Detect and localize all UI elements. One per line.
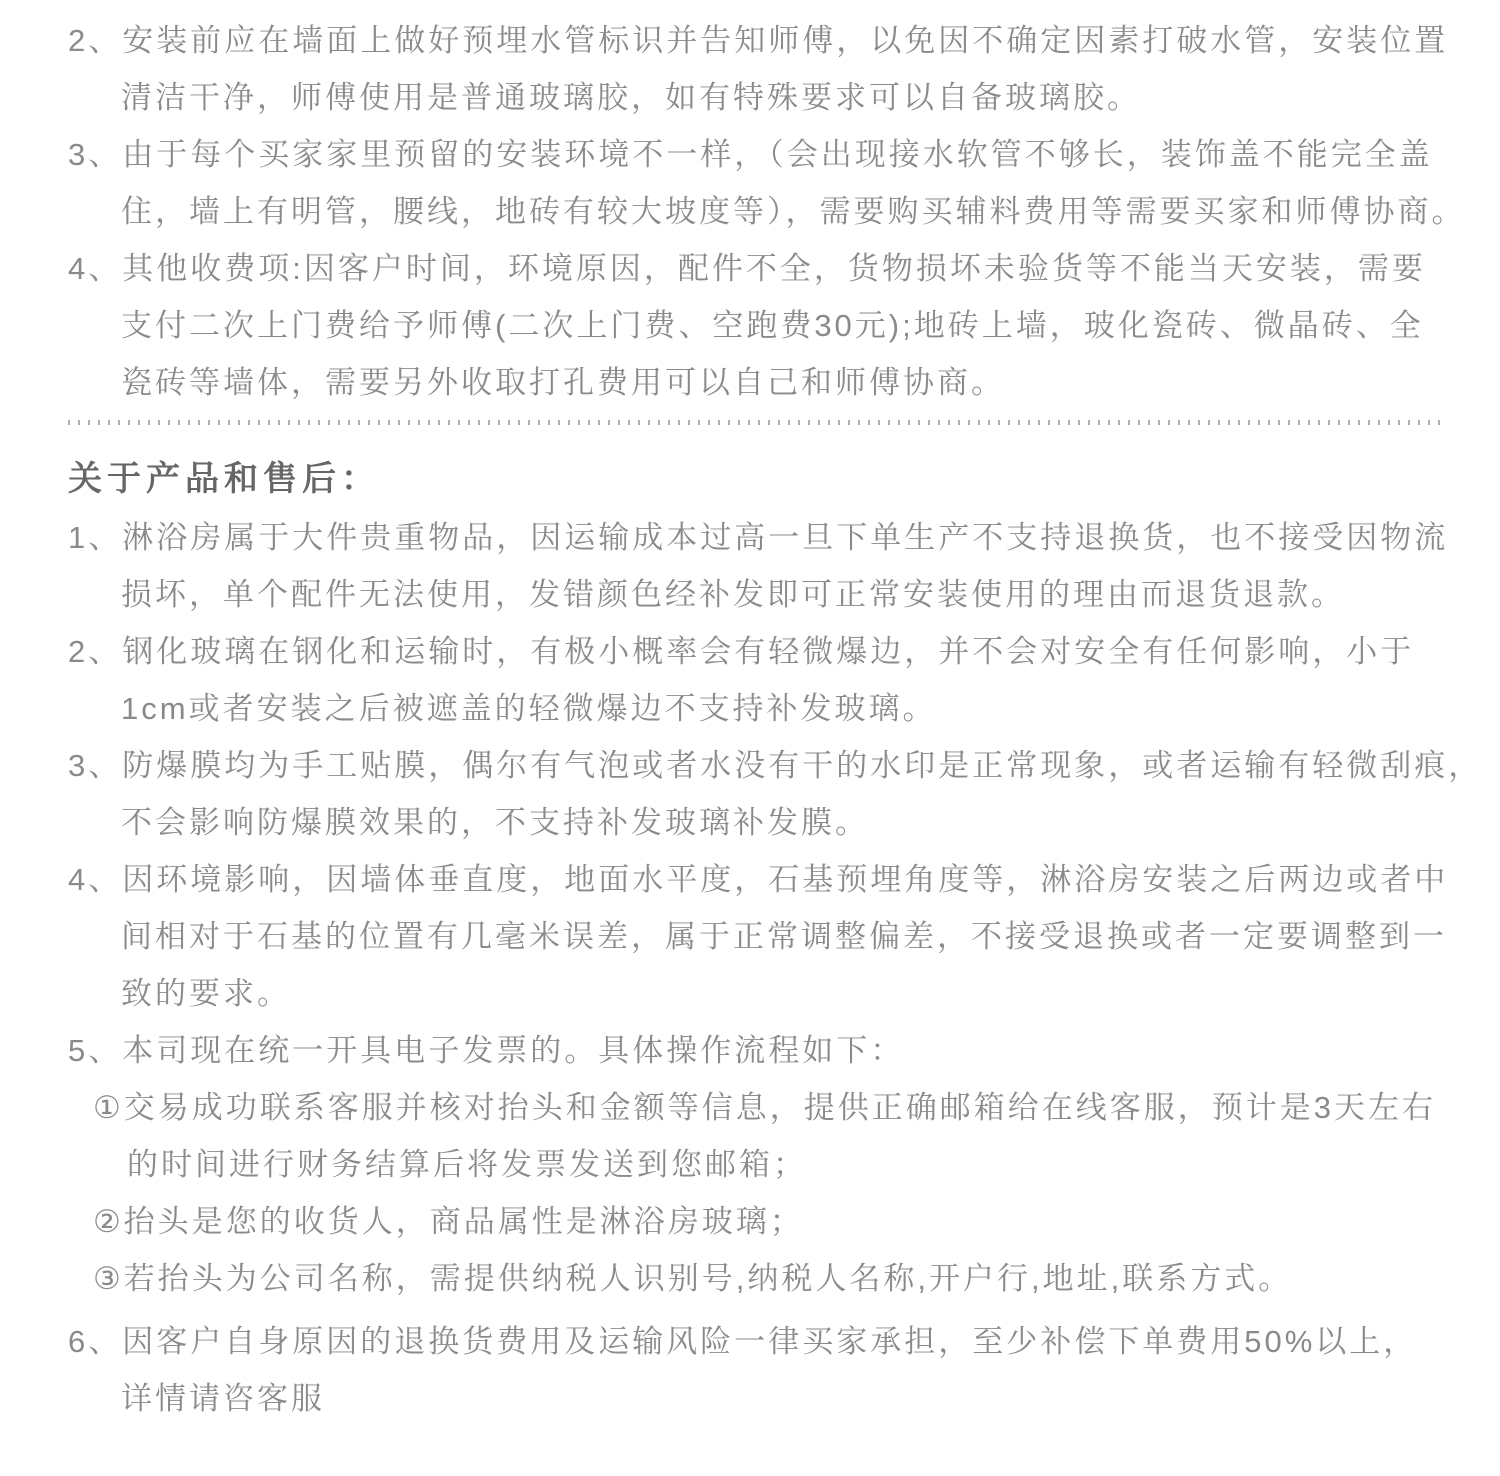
line-text: 钢化玻璃在钢化和运输时，有极小概率会有轻微爆边，并不会对安全有任何影响，小于 — [122, 634, 1415, 669]
note-line — [68, 126, 1440, 183]
note-line: 的时间进行财务结算后将发票发送到您邮箱； — [127, 1147, 807, 1182]
after-sales-item-4 — [68, 851, 1449, 1022]
line-text: 防爆膜均为手工贴膜，偶尔有气泡或者水没有干的水印是正常现象，或者运输有轻微刮痕， — [122, 748, 1483, 783]
note-line — [68, 1022, 1440, 1079]
after-sales-item-5 — [68, 1022, 1440, 1079]
note-line: 住，墙上有明管，腰线，地砖有较大坡度等），需要购买辅料费用等需要买家和师傅协商。 — [121, 194, 1466, 229]
note-line: 不会影响防爆膜效果的，不支持补发玻璃补发膜。 — [121, 805, 869, 840]
line-text: 交易成功联系客服并核对抬头和金额等信息，提供正确邮箱给在线客服，预计是3天左右 — [123, 1090, 1437, 1125]
step-marker: ② — [93, 1204, 124, 1239]
section-heading-after-sales: 关于产品和售后： — [68, 460, 380, 498]
item-marker: 2、 — [68, 634, 123, 669]
note-line — [68, 240, 1440, 297]
line-text: 本司现在统一开具电子发票的。具体操作流程如下： — [122, 1033, 905, 1068]
invoice-step-3 — [68, 1250, 1440, 1307]
note-line — [68, 737, 1483, 794]
invoice-step-1 — [68, 1079, 1440, 1193]
item-marker: 5、 — [68, 1033, 123, 1068]
note-line — [68, 1250, 1440, 1307]
note-line — [68, 509, 1449, 566]
note-line — [68, 851, 1449, 908]
note-line — [68, 1193, 1440, 1250]
item-marker: 1、 — [68, 520, 123, 555]
line-text: 因环境影响，因墙体垂直度，地面水平度，石基预埋角度等，淋浴房安装之后两边或者中 — [122, 862, 1449, 897]
step-marker: ③ — [93, 1261, 124, 1296]
after-sales-item-3 — [68, 737, 1483, 851]
item-marker: 6、 — [68, 1324, 123, 1359]
note-line — [68, 1079, 1440, 1136]
note-line: 瓷砖等墙体，需要另外收取打孔费用可以自己和师傅协商。 — [121, 365, 1005, 400]
note-line: 详情请咨客服 — [121, 1381, 325, 1416]
item-marker: 4、 — [68, 251, 123, 286]
after-sales-item-2 — [68, 623, 1440, 737]
note-line: 清洁干净，师傅使用是普通玻璃胶，如有特殊要求可以自备玻璃胶。 — [121, 80, 1141, 115]
after-sales-item-1 — [68, 509, 1449, 623]
install-note-item-2 — [68, 12, 1449, 126]
line-text: 淋浴房属于大件贵重物品，因运输成本过高一旦下单生产不支持退换货，也不接受因物流 — [122, 520, 1449, 555]
note-line: 致的要求。 — [121, 976, 291, 1011]
item-marker: 3、 — [68, 137, 123, 172]
step-marker: ① — [93, 1090, 124, 1125]
item-marker: 2、 — [68, 23, 123, 58]
line-text: 其他收费项:因客户时间，环境原因，配件不全，货物损坏未验货等不能当天安装，需要 — [122, 251, 1426, 286]
line-text: 安装前应在墙面上做好预埋水管标识并告知师傅，以免因不确定因素打破水管，安装位置 — [122, 23, 1449, 58]
note-line: 支付二次上门费给予师傅(二次上门费、空跑费30元);地砖上墙，玻化瓷砖、微晶砖、全 — [121, 308, 1424, 343]
line-text: 抬头是您的收货人，商品属性是淋浴房玻璃； — [123, 1204, 804, 1239]
install-note-item-3 — [68, 126, 1466, 240]
note-line — [68, 623, 1440, 680]
note-line: 1cm或者安装之后被遮盖的轻微爆边不支持补发玻璃。 — [121, 691, 937, 726]
invoice-step-2 — [68, 1193, 1440, 1250]
note-line: 间相对于石基的位置有几毫米误差，属于正常调整偏差，不接受退换或者一定要调整到一 — [121, 919, 1447, 954]
line-text: 若抬头为公司名称，需提供纳税人识别号,纳税人名称,开户行,地址,联系方式。 — [123, 1261, 1293, 1296]
item-marker: 3、 — [68, 748, 123, 783]
note-line — [68, 1313, 1440, 1370]
install-note-item-4 — [68, 240, 1440, 411]
item-marker: 4、 — [68, 862, 123, 897]
line-text: 由于每个买家家里预留的安装环境不一样，（会出现接水软管不够长，装饰盖不能完全盖 — [122, 137, 1433, 172]
note-line: 损坏，单个配件无法使用，发错颜色经补发即可正常安装使用的理由而退货退款。 — [121, 577, 1345, 612]
dotted-divider — [68, 420, 1440, 425]
line-text: 因客户自身原因的退换货费用及运输风险一律买家承担，至少补偿下单费用50%以上， — [122, 1324, 1418, 1359]
note-line — [68, 12, 1449, 69]
after-sales-item-6 — [68, 1313, 1440, 1427]
